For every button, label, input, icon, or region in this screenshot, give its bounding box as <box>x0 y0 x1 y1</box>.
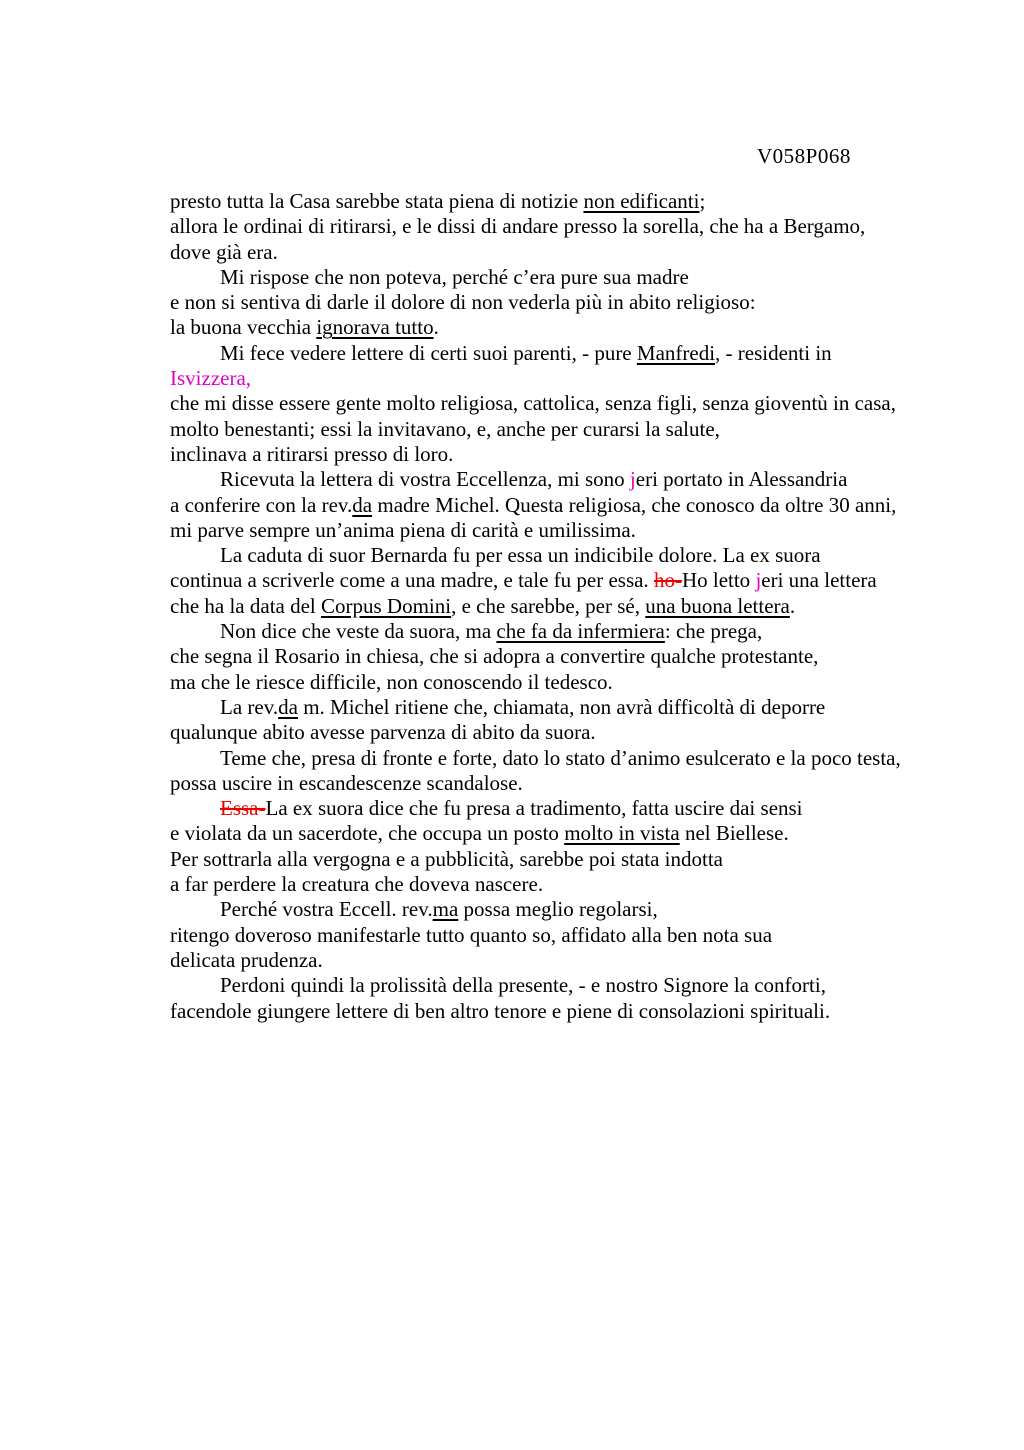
text-segment: madre Michel. Questa religiosa, che conosco da oltre 30 anni, <box>372 492 897 517</box>
text-line <box>170 670 930 695</box>
underlined-text: da <box>278 694 298 719</box>
text-line <box>170 189 930 214</box>
text-line <box>170 644 930 669</box>
text-line <box>170 290 930 315</box>
text-segment: ; <box>699 189 706 213</box>
underlined-text: Corpus Domini <box>321 593 452 618</box>
magenta-text: Isvizzera, <box>170 366 252 391</box>
text-segment: facendole giungere lettere di ben altro tenore e piene di consolazioni spirituali. <box>170 998 831 1023</box>
text-line <box>170 821 930 846</box>
text-segment: nel Biellese. <box>679 821 789 846</box>
text-segment: La caduta di suor Bernarda fu per essa un indicibile dolore. La ex suora <box>220 543 821 568</box>
text-segment: e non si sentiva di darle il dolore di non vederla più in abito religioso: <box>170 290 756 315</box>
text-segment: . <box>789 593 796 618</box>
red-strikethrough-text: Essa- <box>220 796 266 821</box>
text-segment: m. Michel ritiene che, chiamata, non avrà difficoltà di deporre <box>297 694 826 719</box>
text-segment: Per sottrarla alla vergogna e a pubblicità, sarebbe poi stata indotta <box>170 846 724 871</box>
underlined-text: che fa da infermiera <box>496 619 665 644</box>
text-segment: a conferire con la rev. <box>170 492 353 517</box>
text-segment: presto tutta la Casa sarebbe stata piena di notizie <box>170 189 584 213</box>
red-strikethrough-text: ho- <box>653 568 682 593</box>
underlined-text: non edificanti <box>583 189 700 213</box>
text-segment: eri una lettera <box>761 568 877 593</box>
text-line <box>170 847 930 872</box>
text-line <box>170 872 930 897</box>
text-line <box>170 594 930 619</box>
text-segment: la buona vecchia <box>170 315 317 340</box>
text-segment: allora le ordinai di ritirarsi, e le dissi di andare presso la sorella, che ha a Bergamo, <box>170 214 866 239</box>
text-segment: ma che le riesce difficile, non conoscendo il tedesco. <box>170 669 613 694</box>
text-segment: dove già era. <box>170 239 278 264</box>
underlined-text: una buona lettera <box>645 593 790 618</box>
page-code: V058P068 <box>757 144 851 168</box>
text-segment: qualunque abito avesse parvenza di abito da suora. <box>170 720 596 745</box>
underlined-text: ma <box>432 897 459 922</box>
text-line <box>170 897 930 922</box>
text-segment: a far perdere la creatura che doveva nascere. <box>170 872 544 897</box>
underlined-text: da <box>352 492 373 517</box>
text-segment: Teme che, presa di fronte e forte, dato lo stato d’animo esulcerato e la poco testa, <box>220 745 901 770</box>
text-line <box>170 214 930 239</box>
text-segment: Mi fece vedere lettere di certi suoi parenti, - pure <box>220 340 637 365</box>
magenta-text: j <box>629 467 636 492</box>
text-segment: che ha la data del <box>170 593 321 618</box>
text-segment: che mi disse essere gente molto religiosa, cattolica, senza figli, senza gioventù in casa, <box>170 391 896 416</box>
text-line <box>170 366 930 391</box>
text-segment: ritengo doveroso manifestarle tutto quanto so, affidato alla ben nota sua <box>170 922 773 947</box>
text-line <box>170 973 930 998</box>
text-segment: eri portato in Alessandria <box>635 467 848 492</box>
text-segment: Ricevuta la lettera di vostra Eccellenza, mi sono <box>220 467 630 492</box>
text-segment: , - residenti in <box>715 340 832 365</box>
text-line <box>170 923 930 948</box>
magenta-text: j <box>755 568 762 593</box>
text-segment: molto benestanti; essi la invitavano, e, anche per curarsi la salute, <box>170 416 720 441</box>
text-line <box>170 568 930 593</box>
text-line <box>170 543 930 568</box>
text-segment: . <box>433 315 439 340</box>
text-line <box>170 720 930 745</box>
text-segment: possa meglio regolarsi, <box>458 897 658 922</box>
text-segment: Non dice che veste da suora, ma <box>220 619 497 644</box>
text-line <box>170 771 930 796</box>
text-line <box>170 417 930 442</box>
text-segment: Perdoni quindi la prolissità della presente, - e nostro Signore la conforti, <box>220 973 826 998</box>
text-segment: Mi rispose che non poteva, perché c’era pure sua madre <box>220 264 689 289</box>
text-segment: inclinava a ritirarsi presso di loro. <box>170 441 454 466</box>
text-segment: La rev. <box>220 694 279 719</box>
text-line <box>170 948 930 973</box>
letter-body <box>170 189 930 1024</box>
text-line <box>170 265 930 290</box>
text-line <box>170 746 930 771</box>
text-segment: che segna il Rosario in chiesa, che si adopra a convertire qualche protestante, <box>170 644 819 669</box>
text-line <box>170 518 930 543</box>
text-segment: delicata prudenza. <box>170 947 323 972</box>
text-line <box>170 442 930 467</box>
underlined-text: ignorava tutto <box>316 315 434 340</box>
text-line <box>170 695 930 720</box>
text-segment: Ho letto <box>681 568 756 593</box>
text-segment: La ex suora dice che fu presa a tradimento, fatta uscire dai sensi <box>265 796 803 821</box>
underlined-text: Manfredi <box>636 340 716 365</box>
text-line <box>170 796 930 821</box>
text-segment: possa uscire in escandescenze scandalose. <box>170 770 523 795</box>
text-line <box>170 619 930 644</box>
text-segment: , e che sarebbe, per sé, <box>451 593 646 618</box>
text-line <box>170 493 930 518</box>
text-line <box>170 467 930 492</box>
underlined-text: molto in vista <box>564 821 680 846</box>
text-segment: continua a scriverle come a una madre, e tale fu per essa. <box>170 568 654 593</box>
text-line <box>170 999 930 1024</box>
text-line <box>170 341 930 366</box>
text-segment: mi parve sempre un’anima piena di carità e umilissima. <box>170 517 636 542</box>
text-segment: Perché vostra Eccell. rev. <box>220 897 433 922</box>
text-line <box>170 391 930 416</box>
text-segment: : che prega, <box>664 619 763 644</box>
text-line <box>170 240 930 265</box>
text-segment: e violata da un sacerdote, che occupa un posto <box>170 821 565 846</box>
text-line <box>170 315 930 340</box>
